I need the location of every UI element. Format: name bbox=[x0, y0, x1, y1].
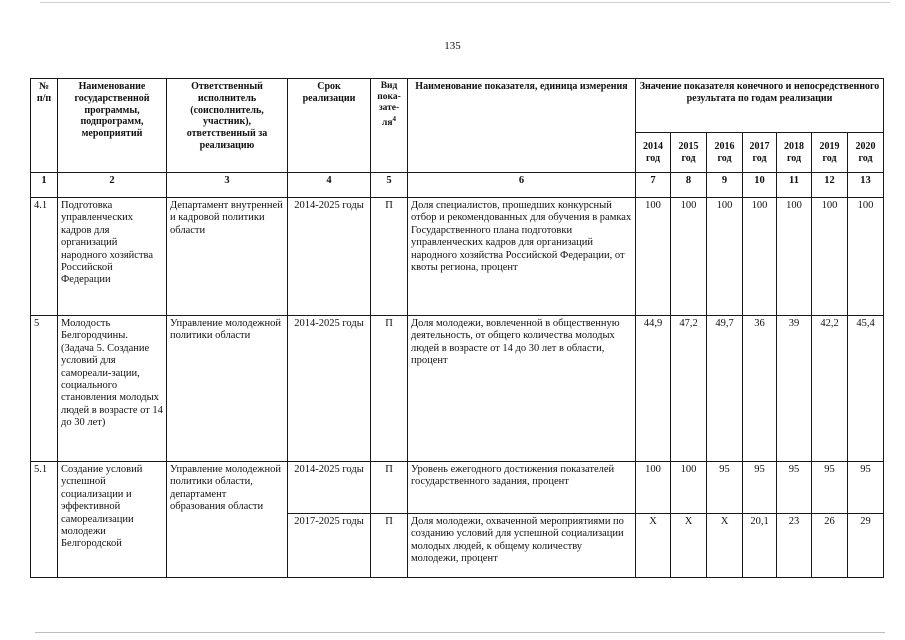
row-value: 29 bbox=[848, 514, 884, 578]
column-number: 2 bbox=[58, 173, 167, 198]
row-value: 100 bbox=[848, 198, 884, 316]
row-value: Х bbox=[636, 514, 671, 578]
row-value: 26 bbox=[812, 514, 848, 578]
row-period: 2014-2025 годы bbox=[288, 462, 371, 514]
header-year: 2018 год bbox=[777, 133, 812, 173]
row-value: 47,2 bbox=[671, 316, 707, 462]
row-value: 42,2 bbox=[812, 316, 848, 462]
header-executor: Ответственный исполнитель (соисполнитель, участник), ответственный за реализацию bbox=[167, 79, 288, 173]
row-period: 2017-2025 годы bbox=[288, 514, 371, 578]
bottom-rule bbox=[35, 632, 885, 633]
row-program: Подготовка управленческих кадров для организаций народного хозяйства Российской Федерации bbox=[58, 198, 167, 316]
column-number-row bbox=[31, 173, 884, 198]
row-indicator: Доля молодежи, охваченной мероприятиями по созданию условий для успешной социализации молодых людей, к общему количеству молодежи, процент bbox=[408, 514, 636, 578]
row-value: 100 bbox=[671, 198, 707, 316]
column-number: 7 bbox=[636, 173, 671, 198]
header-program: Наименование государственной программы, подпрограмм, мероприятий bbox=[58, 79, 167, 173]
header-year: 2015 год bbox=[671, 133, 707, 173]
header-indicator: Наименование показателя, единица измерения bbox=[408, 79, 636, 173]
header-num: № п/п bbox=[31, 79, 58, 173]
row-number: 5 bbox=[31, 316, 58, 462]
row-value: 23 bbox=[777, 514, 812, 578]
row-value: 100 bbox=[812, 198, 848, 316]
header-year: 2016 год bbox=[707, 133, 743, 173]
row-value: 36 bbox=[743, 316, 777, 462]
page-number: 135 bbox=[444, 40, 461, 52]
column-number: 12 bbox=[812, 173, 848, 198]
row-value: 44,9 bbox=[636, 316, 671, 462]
row-value: 45,4 bbox=[848, 316, 884, 462]
header-values-group: Значение показателя конечного и непосредственного результата по годам реализации bbox=[636, 79, 884, 133]
table-row bbox=[31, 316, 884, 462]
header-type-text: Вид пока-зате-ля bbox=[377, 81, 401, 128]
column-number: 6 bbox=[408, 173, 636, 198]
table-row bbox=[31, 198, 884, 316]
row-value: Х bbox=[707, 514, 743, 578]
row-value: Х bbox=[671, 514, 707, 578]
column-number: 5 bbox=[371, 173, 408, 198]
row-value: 95 bbox=[707, 462, 743, 514]
header-year: 2019 год bbox=[812, 133, 848, 173]
row-type: П bbox=[371, 198, 408, 316]
row-number: 4.1 bbox=[31, 198, 58, 316]
row-value: 95 bbox=[848, 462, 884, 514]
column-number: 9 bbox=[707, 173, 743, 198]
header-period: Срок реализации bbox=[288, 79, 371, 173]
top-rule bbox=[40, 2, 890, 3]
header-type-footnote: 4 bbox=[392, 114, 396, 123]
row-executor: Департамент внутренней и кадровой политики области bbox=[167, 198, 288, 316]
row-value: 20,1 bbox=[743, 514, 777, 578]
row-value: 100 bbox=[671, 462, 707, 514]
row-indicator: Уровень ежегодного достижения показателей государственного задания, процент bbox=[408, 462, 636, 514]
row-period: 2014-2025 годы bbox=[288, 316, 371, 462]
indicator-table bbox=[30, 78, 884, 578]
column-number: 8 bbox=[671, 173, 707, 198]
row-indicator: Доля специалистов, прошедших конкурсный отбор и рекомендованных для обучения в рамках Государственного плана подготовки управленческих кадров для организаций народного хозяйства Российской Федерации, от квоты региона, процент bbox=[408, 198, 636, 316]
row-program: Молодость Белгородчины. (Задача 5. Создание условий для самореали-зации, социального становления молодых людей в возрасте от 14 до 30 лет) bbox=[58, 316, 167, 462]
row-value: 100 bbox=[707, 198, 743, 316]
column-number: 3 bbox=[167, 173, 288, 198]
header-year: 2017 год bbox=[743, 133, 777, 173]
row-executor: Управление молодежной политики области bbox=[167, 316, 288, 462]
row-type: П bbox=[371, 316, 408, 462]
column-number: 10 bbox=[743, 173, 777, 198]
row-program: Создание условий успешной социализации и эффективной самореализации молодежи Белгородской bbox=[58, 462, 167, 578]
row-number: 5.1 bbox=[31, 462, 58, 578]
row-value: 100 bbox=[777, 198, 812, 316]
column-number: 1 bbox=[31, 173, 58, 198]
header-year: 2020 год bbox=[848, 133, 884, 173]
column-number: 13 bbox=[848, 173, 884, 198]
row-type: П bbox=[371, 462, 408, 514]
row-value: 95 bbox=[743, 462, 777, 514]
row-value: 49,7 bbox=[707, 316, 743, 462]
column-number: 4 bbox=[288, 173, 371, 198]
column-number: 11 bbox=[777, 173, 812, 198]
row-value: 100 bbox=[743, 198, 777, 316]
row-executor: Управление молодежной политики области, департамент образования области bbox=[167, 462, 288, 578]
row-value: 95 bbox=[812, 462, 848, 514]
row-indicator: Доля молодежи, вовлеченной в общественную деятельность, от общего количества молодых людей в возрасте от 14 до 30 лет в области, процент bbox=[408, 316, 636, 462]
row-type: П bbox=[371, 514, 408, 578]
row-value: 39 bbox=[777, 316, 812, 462]
row-value: 100 bbox=[636, 198, 671, 316]
header-year: 2014 год bbox=[636, 133, 671, 173]
row-period: 2014-2025 годы bbox=[288, 198, 371, 316]
table-row bbox=[31, 462, 884, 514]
header-type bbox=[371, 79, 408, 173]
row-value: 95 bbox=[777, 462, 812, 514]
row-value: 100 bbox=[636, 462, 671, 514]
